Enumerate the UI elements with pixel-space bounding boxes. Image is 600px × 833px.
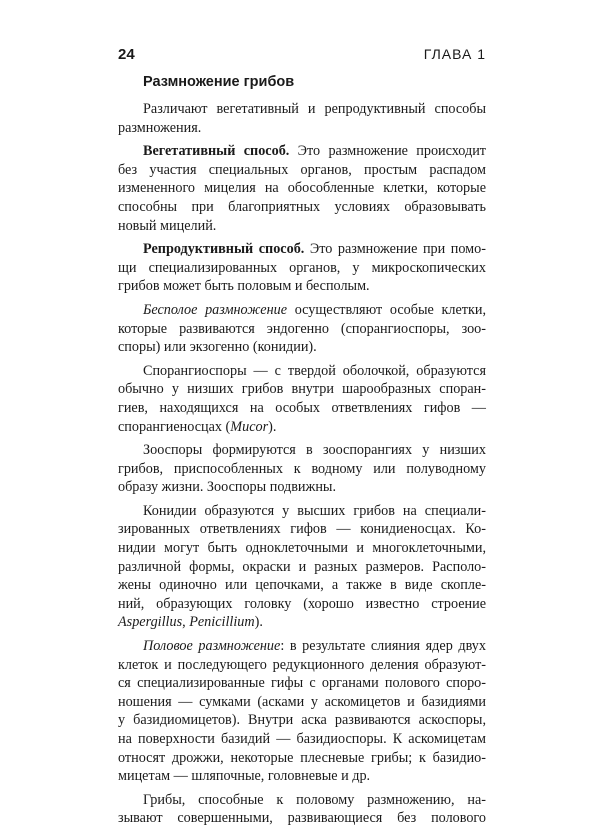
text-line: размножения. [118,119,202,136]
text-line: жены одиночно или цепочками, а также в виде скопле- [118,577,486,594]
text-line: ся специализированные гифы с органами полового споро- [118,675,486,692]
text-line [118,142,486,161]
term-penicillium: Penicillium [189,614,255,631]
term-reproductive: Репродуктивный способ. [143,241,305,258]
text-line: Различают вегетативный и репродуктивный способы [143,101,486,117]
text-line: относят дрожжи, некоторые плесневые грибы; к базидио- [118,749,486,766]
text-line: которые развиваются эндогенно (спорангиоспоры, зоо- [118,320,486,337]
paragraph-asexual [118,301,486,357]
text-line: образу жизни. Зооспоры подвижны. [118,479,336,496]
paragraph-sporangiospores [118,362,486,436]
text-line: измененного мицелия на обособленные клетки, которые [118,180,486,197]
paragraph-zoospores [118,441,486,497]
text-span: ). [254,614,263,631]
text-line [118,418,486,437]
text-line: Спорангиоспоры — с твердой оболочкой, образуются [143,362,486,379]
text-line [118,637,486,656]
paragraph-vegetative [118,142,486,235]
text-line: способны при благоприятных условиях образовывать [118,198,486,215]
text-line: ношения — сумками (асками у аскомицетов и базидиями [118,693,486,710]
text-span: ). [268,418,277,435]
text-line: Зооспоры формируются в зооспорангиях у низших [143,442,486,459]
paragraph-perfect-fungi [118,791,486,828]
term-aspergillus: Aspergillus [118,614,183,631]
text-line: щи специализированных органов, у микроскопических [118,259,486,276]
text-line: клеток и последующего редукционного деления образуют- [118,656,486,673]
text-span: : в результате слияния ядер двух [280,638,486,655]
term-vegetative: Вегетативный способ. [143,143,290,160]
text-line: зывают совершенными, развивающиеся без полового [118,810,486,827]
text-line: грибов может быть половым и бесполым. [118,278,370,295]
text-line [118,301,486,320]
text-line: гиев, находящихся на особых ответвлениях гифов — [118,399,486,416]
text-line: мицетам — шляпочные, головневые и др. [118,768,371,785]
paragraph-conidia [118,502,486,632]
text-line: у базидиомицетов). Внутри аска развиваются аскоспоры, [118,712,486,729]
section-title: Размножение грибов [143,74,295,90]
text-line [118,613,486,632]
text-line: грибов, приспособленных к водному или полуводному [118,460,486,477]
term-asexual: Бесполое размножение [143,301,288,318]
text-span: Это размножение происходит [289,143,487,160]
text-line: зированных ответвлениях гифов — конидиеносцах. Ко- [118,521,486,538]
term-mucor: Mucor [230,418,269,435]
paragraph-sexual [118,637,486,786]
page-header [118,46,486,68]
text-line: обычно у низших грибов внутри шарообразных споран- [118,381,486,398]
text-line: нидии могут быть одноклеточными и многоклеточными, [118,540,486,557]
text-line [118,240,486,259]
term-sexual: Половое размножение [143,638,281,655]
text-line: различной формы, окраски и разных размеров. Располо- [118,558,486,575]
text-line: без участия специальных органов, простым распадом [118,161,486,178]
body-text [118,100,486,833]
text-line: Конидии образуются у высших грибов на специали- [143,502,486,519]
paragraph-intro [118,100,486,137]
text-line: на поверхности базидий — базидиоспоры. К аскомицетам [118,731,486,747]
page-number: 24 [118,46,135,63]
text-span: осуществляют особые клетки, [287,301,486,318]
text-span: , [182,614,190,631]
text-span: Это размножение при помо- [304,241,486,258]
text-line: споры) или экзогенно (конидии). [118,339,317,356]
text-span: спорангиеносцах ( [118,418,231,435]
chapter-label: ГЛАВА 1 [423,46,486,62]
text-line: Грибы, способные к половому размножению, на- [143,791,486,808]
paragraph-reproductive [118,240,486,296]
text-line: ний, образующих головку (хорошо известно строение [118,595,486,612]
text-line: новый мицелий. [118,217,217,234]
